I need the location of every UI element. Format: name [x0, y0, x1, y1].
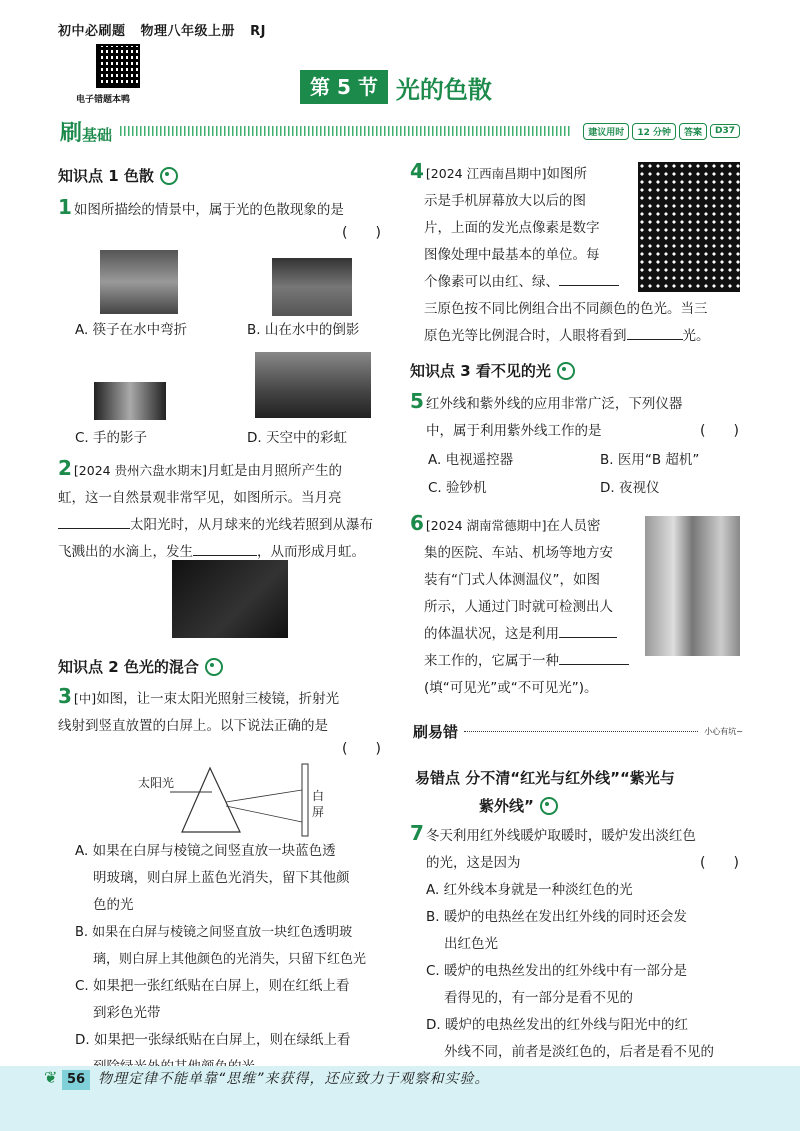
dotted-divider: [464, 731, 698, 732]
answer-paren: ( ): [342, 225, 381, 241]
question-5: 5 红外线和紫外线的应用非常广泛，下列仪器 中，属于利用紫外线工作的是: [410, 389, 683, 439]
question-7: 7 冬天利用红外线暖炉取暖时，暖炉发出淡红色 的光，这是因为 A. 红外线本身就是一种淡红色的光 B. 暖炉的电热丝在发出红外线的同时还会发 出红色光 C. 暖炉的电热丝发出的红外线中有一部分是 看得见的，有一部分是看不见的 D. 暖炉的电热丝发出的红外线与阳光中的红 外线不同，前者是淡红色的，后者是看不见的: [410, 821, 714, 1060]
knowledge-point-2: 知识点 2 色光的混合: [58, 656, 223, 677]
prism-diagram: [130, 760, 330, 840]
error-section-bar: [413, 720, 743, 742]
leaf-icon: ❦: [44, 1068, 58, 1087]
question-3: 3 [中]如图，让一束太阳光照射三棱镜，折射光 线射到竖直放置的白屏上。以下说法正确的是: [58, 684, 340, 734]
chopsticks-image: [100, 250, 178, 314]
question-2: 2 [2024 贵州六盘水期末]月虹是由月照所产生的 虹，这一自然景观非常罕见，如图所示。当月亮 太阳光时，从月球来的光线若照到从瀑布 飞溅出的水滴上，发生 ，从而形成月虹。: [58, 456, 373, 560]
time-label: 建议用时: [583, 123, 629, 140]
practice-bar: [60, 120, 740, 146]
knowledge-point-3: 知识点 3 看不见的光: [410, 360, 575, 381]
sunlight-label: 太阳光: [138, 776, 175, 790]
dotted-divider: [120, 126, 572, 136]
temperature-gate-image: [645, 516, 740, 656]
running-header: [58, 20, 276, 39]
question-1: 1 如图所描绘的情景中，属于光的色散现象的是: [58, 195, 344, 219]
error-point-title: 易错点 分不清“红光与红外线”“紫光与 紫外线”: [415, 769, 675, 815]
footer-motto: 物理定律不能单靠“思维”来获得，还应致力于观察和实验。: [98, 1071, 490, 1087]
answer-page: D37: [710, 124, 740, 138]
q5-option-a: A. 电视遥控器: [428, 452, 514, 468]
knowledge-point-1: 知识点 1 色散: [58, 165, 178, 186]
answer-paren: ( ): [700, 855, 739, 871]
answer-paren: ( ): [342, 741, 381, 757]
screen-label: 白屏: [312, 789, 325, 819]
refracted-ray-top: [226, 790, 302, 802]
target-icon: [540, 797, 558, 815]
edition-tag: RJ: [250, 24, 266, 39]
question-6: 6 [2024 湖南常德期中]在人员密 集的医院、车站、机场等地方安 装有“门式人体测温仪”，如图 所示，人通过门时就可检测出人 的体温状况，这是利用 来工作的，它属于一种 (填“可见光”或“不可见光”)。: [410, 510, 745, 702]
error-section-deco: 小心有坑~: [704, 726, 743, 736]
moonbow-image: [172, 560, 288, 638]
pixel-screen-image: [638, 162, 740, 292]
question-4: 4 [2024 江西南昌期中]如图所 示是手机屏幕放大以后的图 片，上面的发光点像素是数字 图像处理中最基本的单位。每 个像素可以由红、绿、 三原色按不同比例组合出不同颜色的色光。当三 原色光等比例混合时，人眼将看到 光。: [410, 159, 710, 344]
q5-option-c: C. 验钞机: [428, 480, 487, 496]
section-number: 第 5 节: [300, 70, 388, 104]
book-subject: 物理八年级上册: [140, 24, 236, 39]
target-icon: [557, 362, 575, 380]
rainbow-image: [255, 352, 371, 418]
qr-caption: 电子错题本鸭: [76, 95, 131, 105]
practice-logo: 刷基础: [60, 120, 113, 146]
q3-options: A. 如果在白屏与棱镜之间竖直放一块蓝色透 明玻璃，则白屏上蓝色光消失，留下其他颜 色的光 B. 如果在白屏与棱镜之间竖直放一块红色透明玻 璃，则白屏上其他颜色的光消失，只留下红色光 C. 如果把一张红纸贴在白屏上，则在红纸上看 到彩色光带 D. 如果把一张绿纸贴在白屏上，则在绿纸上看: [75, 843, 367, 1048]
prism-shape: [182, 768, 240, 832]
error-section-logo: 刷易错: [413, 722, 459, 741]
target-icon: [160, 167, 178, 185]
q1-option-b: B. 山在水中的倒影: [247, 322, 360, 338]
answer-label: 答案: [679, 123, 707, 140]
target-icon: [205, 658, 223, 676]
q1-option-a: A. 筷子在水中弯折: [75, 322, 188, 338]
white-screen-shape: [302, 764, 308, 836]
series-name: 初中必刷题: [58, 24, 126, 39]
refracted-ray-bottom: [226, 806, 302, 822]
section-title: [300, 70, 492, 104]
q1-option-d: D. 天空中的彩虹: [247, 430, 347, 446]
time-value: 12 分钟: [632, 123, 676, 140]
answer-paren: ( ): [700, 423, 739, 439]
page-number: 56: [62, 1070, 90, 1090]
section-name: 光的色散: [395, 75, 492, 104]
q5-option-b: B. 医用“B 超机”: [600, 452, 700, 468]
q5-option-d: D. 夜视仪: [600, 480, 660, 496]
hand-shadow-image: [94, 382, 166, 420]
q1-option-c: C. 手的影子: [75, 430, 148, 446]
mountain-reflection-image: [272, 258, 352, 316]
qr-code-icon[interactable]: [96, 44, 140, 88]
